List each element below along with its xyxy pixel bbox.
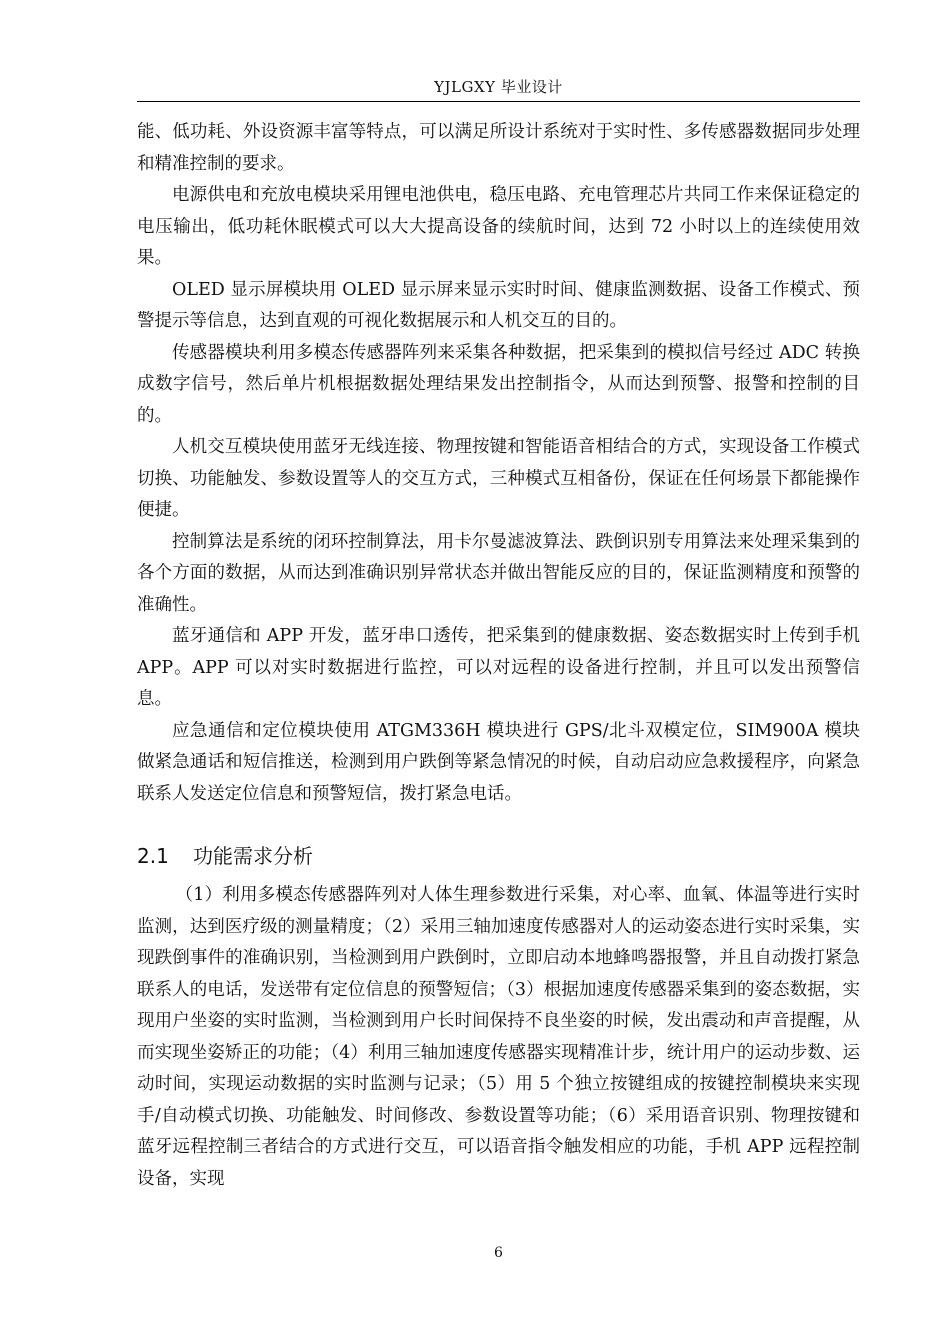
- paragraph-continuation: 能、低功耗、外设资源丰富等特点，可以满足所设计系统对于实时性、多传感器数据同步处理和精准控制的要求。: [137, 122, 860, 174]
- paragraph-emergency-module: 应急通信和定位模块使用 ATGM336H 模块进行 GPS/北斗双模定位，SIM900A 模块做紧急通话和短信推送，检测到用户跌倒等紧急情况的时候，自动启动应急救援程序，向紧急联系人发送定位信息和预警短信，拨打紧急电话。: [137, 720, 860, 804]
- page-number: 6: [494, 1245, 503, 1261]
- section-number: 2.1: [137, 844, 169, 868]
- paragraph-requirements: （1）利用多模态传感器阵列对人体生理参数进行采集，对心率、血氧、体温等进行实时监测，达到医疗级的测量精度；（2）采用三轴加速度传感器对人的运动姿态进行实时采集，实现跌倒事件的准确识别，当检测到用户跌倒时，立即启动本地蜂鸣器报警，并且自动拨打紧急联系人的电话，发送带有定位信息的预警短信；（3）根据加速度传感器采集到的姿态数据，实现用户坐姿的实时监测，当检测到用户长时间保持不良坐姿的时候，发出震动和声音提醒，从而实现坐姿矫正的功能；（4）利用三轴加速度传感器实现精准计步，统计用户的运动步数、运动时间，实现运动数据的实时监测与记录；（5）用 5 个独立按键组成的按键控制模块来实现手/自动模式切换、功能触发、时间修改、参数设置等功能；（6）采用语音识别、物理按键和蓝牙远程控制三者结合的方式进行交互，可以语音指令触发相应的功能，手机 APP 远程控制设备，实现: [137, 885, 860, 1189]
- paragraph-bluetooth-app: 蓝牙通信和 APP 开发，蓝牙串口透传，把采集到的健康数据、姿态数据实时上传到手机 APP。APP 可以对实时数据进行监控，可以对远程的设备进行控制，并且可以发出预警信息。: [137, 626, 860, 709]
- running-header: YJLGXY 毕业设计: [434, 78, 563, 96]
- section-title: 功能需求分析: [193, 844, 313, 868]
- body-text: [137, 117, 860, 1195]
- paragraph-oled-module: OLED 显示屏模块用 OLED 显示屏来显示实时时间、健康监测数据、设备工作模式、预警提示等信息，达到直观的可视化数据展示和人机交互的目的。: [137, 279, 860, 331]
- paragraph-power-module: 电源供电和充放电模块采用锂电池供电，稳压电路、充电管理芯片共同工作来保证稳定的电压输出，低功耗休眠模式可以大大提高设备的续航时间，达到 72 小时以上的连续使用效果。: [137, 185, 860, 268]
- header-rule: [137, 101, 860, 102]
- section-heading: [137, 842, 860, 870]
- paragraph-control-algorithm: 控制算法是系统的闭环控制算法，用卡尔曼滤波算法、跌倒识别专用算法来处理采集到的各个方面的数据，从而达到准确识别异常状态并做出智能反应的目的，保证监测精度和预警的准确性。: [137, 531, 860, 615]
- paragraph-sensor-module: 传感器模块利用多模态传感器阵列来采集各种数据，把采集到的模拟信号经过 ADC 转换成数字信号，然后单片机根据数据处理结果发出控制指令，从而达到预警、报警和控制的目的。: [137, 342, 860, 426]
- paragraph-hmi-module: 人机交互模块使用蓝牙无线连接、物理按键和智能语音相结合的方式，实现设备工作模式切换、功能触发、参数设置等人的交互方式，三种模式互相备份，保证在任何场景下都能操作便捷。: [137, 437, 860, 520]
